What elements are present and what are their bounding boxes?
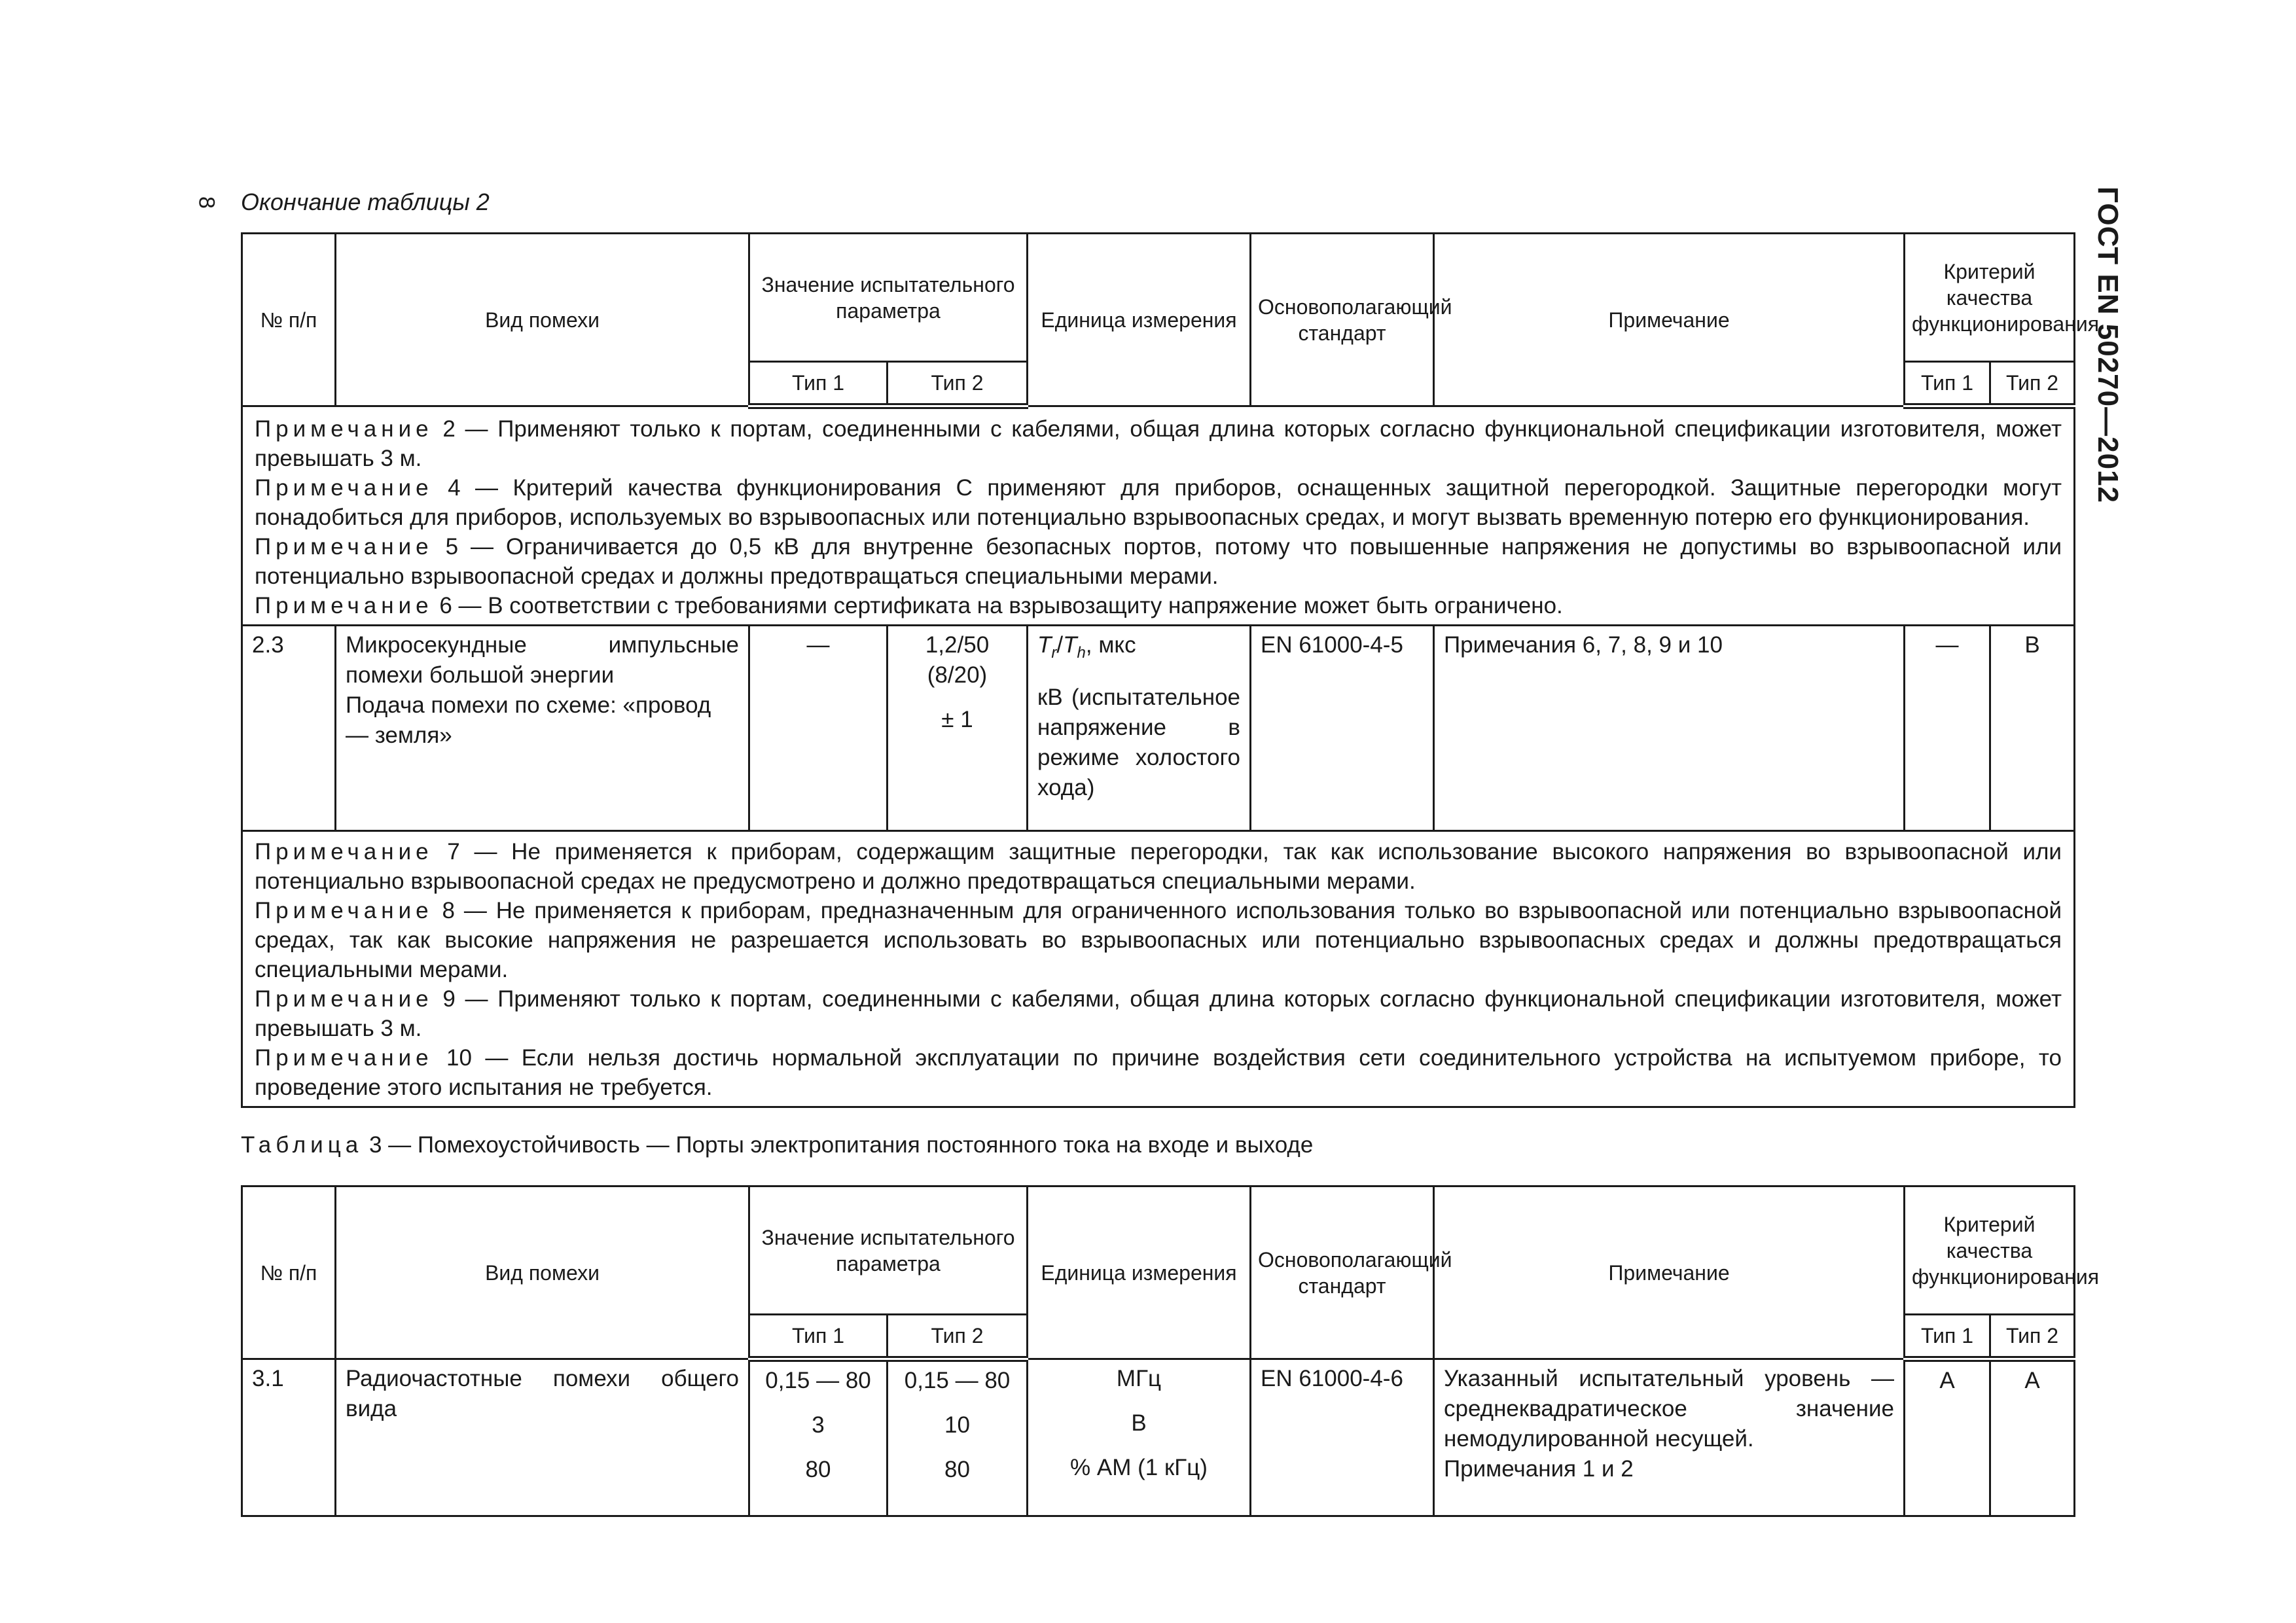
t3-row-note: Указанный испытательный уровень — среднеквадратическое значение немодулированной несущей. Примечания 1 и 2 <box>1434 1359 1905 1516</box>
page-number: 8 <box>194 196 219 209</box>
t3-header-crit-type1: Тип 1 <box>1905 1315 1990 1359</box>
note-8: Примечание 8 — Не применяется к приборам, предназначенным для ограниченного использования только во взрывоопасной или потенциально взрывоопасной средах, так как высокие напряжения не разрешается использовать во взрывоопасных или потенциально взрывоопасных средах и должны предотвращаться специальными мерами. <box>255 898 2062 982</box>
row-standard: EN 61000-4-5 <box>1251 626 1434 831</box>
notes-block-1 <box>242 406 2075 626</box>
row-unit: $T_r/T_h$, мкс кВ (испытательное напряжение в режиме холостого хода) <box>1028 626 1251 831</box>
t3-header-crit-type2: Тип 2 <box>1990 1315 2075 1359</box>
t3-row-type2: 0,15 — 80 10 80 <box>888 1359 1028 1516</box>
table-row-2-3 <box>242 626 2075 831</box>
table-2 <box>241 232 2100 1108</box>
table-3 <box>241 1185 2100 1517</box>
table-row-3-1 <box>242 1359 2075 1516</box>
t3-header-type2: Тип 2 <box>888 1315 1028 1359</box>
t3-header-kind: Вид помехи <box>336 1186 749 1359</box>
header-criterion: Критерий качества функционирования <box>1905 234 2075 362</box>
t3-header-value: Значение испытательного параметра <box>749 1186 1028 1315</box>
row-type1: — <box>749 626 888 831</box>
header-unit: Единица измерения <box>1028 234 1251 406</box>
t3-row-standard: EN 61000-4-6 <box>1251 1359 1434 1516</box>
header-crit-type2: Тип 2 <box>1990 362 2075 406</box>
row-crit2: В <box>1990 626 2075 831</box>
note-6: Примечание 6 — В соответствии с требованиями сертификата на взрывозащиту напряжение может быть ограничено. <box>255 593 1563 618</box>
header-note: Примечание <box>1434 234 1905 406</box>
t3-header-standard: Основополагающий стандарт <box>1251 1186 1434 1359</box>
t3-header-note: Примечание <box>1434 1186 1905 1359</box>
row-type2: 1,2/50 (8/20) ± 1 <box>888 626 1028 831</box>
header-crit-type1: Тип 1 <box>1905 362 1990 406</box>
header-type2: Тип 2 <box>888 362 1028 406</box>
t3-row-unit: МГц В % АМ (1 кГц) <box>1028 1359 1251 1516</box>
row-num: 2.3 <box>242 626 336 831</box>
note-7: Примечание 7 — Не применяется к приборам, содержащим защитные перегородки, так как использование высокого напряжения во взрывоопасной или потенциально взрывоопасной средах не предусмотрено и должно предотвращаться специальными мерами. <box>255 839 2062 894</box>
notes-block-2 <box>242 831 2075 1107</box>
t3-row-kind: Радиочастотные помехи общего вида <box>336 1359 749 1516</box>
note-4: Примечание 4 — Критерий качества функционирования С применяют для приборов, оснащенных защитной перегородкой. Защитные перегородки могут понадобиться для приборов, используемых во взрывоопасных или потенциально взрывоопасных средах, и могут вызвать временную потерю его функционирования. <box>255 475 2062 530</box>
note-2: Примечание 2 — Применяют только к портам, соединенными с кабелями, общая длина которых согласно функциональной спецификации изготовителя, может превышать 3 м. <box>255 416 2062 471</box>
table-3-caption: Таблица 3 — Помехоустойчивость — Порты электропитания постоянного тока на входе и выходе <box>241 1132 1314 1158</box>
t3-row-crit2: А <box>1990 1359 2075 1516</box>
side-document-title <box>2088 187 2127 503</box>
t3-row-type1: 0,15 — 80 3 80 <box>749 1359 888 1516</box>
t3-header-unit: Единица измерения <box>1028 1186 1251 1359</box>
t3-row-crit1: А <box>1905 1359 1990 1516</box>
note-5: Примечание 5 — Ограничивается до 0,5 кВ для внутренне безопасных портов, потому что повышенные напряжения не допустимы во взрывоопасной или потенциально взрывоопасной средах и должны предотвращаться специальными мерами. <box>255 534 2062 589</box>
table-continuation-caption: Окончание таблицы 2 <box>241 188 490 215</box>
header-num: № п/п <box>242 234 336 406</box>
side-document-title-text: ГОСТ EN 50270—2012 <box>2092 187 2124 503</box>
row-note: Примечания 6, 7, 8, 9 и 10 <box>1434 626 1905 831</box>
t3-header-num: № п/п <box>242 1186 336 1359</box>
row-kind: Микросекундные импульсные помехи большой энергии Подача помехи по схеме: «провод — земля» <box>336 626 749 831</box>
t3-header-type1: Тип 1 <box>749 1315 888 1359</box>
header-type1: Тип 1 <box>749 362 888 406</box>
note-9: Примечание 9 — Применяют только к портам, соединенными с кабелями, общая длина которых согласно функциональной спецификации изготовителя, может превышать 3 м. <box>255 986 2062 1041</box>
row-crit1: — <box>1905 626 1990 831</box>
t3-header-criterion: Критерий качества функционирования <box>1905 1186 2075 1315</box>
header-kind: Вид помехи <box>336 234 749 406</box>
header-standard: Основополагающий стандарт <box>1251 234 1434 406</box>
note-10: Примечание 10 — Если нельзя достичь нормальной эксплуатации по причине воздействия сети соединительного устройства на испытуемом приборе, то проведение этого испытания не требуется. <box>255 1045 2062 1100</box>
t3-row-num: 3.1 <box>242 1359 336 1516</box>
header-value: Значение испытательного параметра <box>749 234 1028 362</box>
